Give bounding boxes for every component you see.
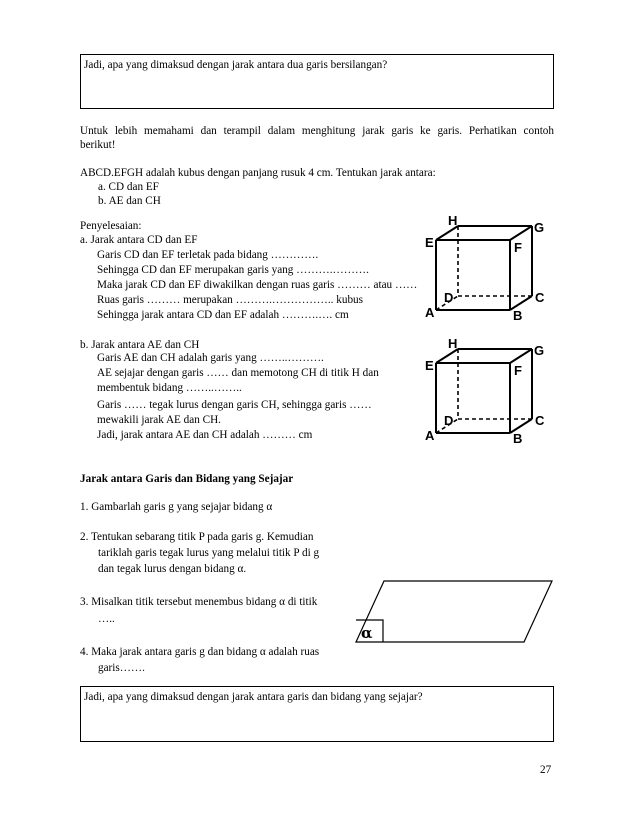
box-question: Jadi, apa yang dimaksud dengan jarak antara garis dan bidang yang sejajar? (84, 691, 423, 703)
vertex-label: C (535, 290, 545, 305)
intro-line-1: Untuk lebih memahami dan terampil dalam menghitung jarak garis ke garis. Perhatikan contoh (80, 125, 554, 137)
step-2-line: dan tegak lurus dengan bidang α. (98, 563, 247, 575)
solution-b-line: AE sejajar dengan garis …… dan memotong CH di titik H dan (97, 367, 379, 379)
solution-b-line: Garis AE dan CH adalah garis yang ……..………. (97, 352, 324, 364)
vertex-label: D (444, 413, 454, 428)
solution-b-line: Jadi, jarak antara AE dan CH adalah ……… cm (97, 429, 313, 441)
vertex-label: E (425, 358, 434, 373)
answer-box-line-plane (80, 686, 554, 742)
vertex-label: H (448, 214, 458, 228)
cube-diagram-2 (424, 337, 554, 445)
vertex-label: B (513, 431, 523, 445)
plane-alpha-diagram (350, 578, 556, 646)
vertex-label: E (425, 235, 434, 250)
solution-b-line: Garis …… tegak lurus dengan garis CH, sehingga garis …… (97, 399, 372, 411)
vertex-label: F (514, 363, 522, 378)
solution-a-title: a. Jarak antara CD dan EF (80, 234, 198, 246)
vertex-label: G (534, 343, 545, 358)
solution-b-title: b. Jarak antara AE dan CH (80, 339, 200, 351)
page-number: 27 (540, 764, 552, 776)
vertex-label: H (448, 337, 458, 351)
solution-a-line: Garis CD dan EF terletak pada bidang …………. (97, 249, 319, 261)
solution-b-line: mewakili jarak AE dan CH. (97, 414, 221, 426)
cube-diagram-1 (424, 214, 554, 322)
solution-b-line: membentuk bidang ……..…….. (97, 382, 242, 394)
vertex-label: C (535, 413, 545, 428)
step-2-line: tariklah garis tegak lurus yang melalui titik P di g (98, 547, 320, 559)
intro-line-2: berikut! (80, 139, 116, 151)
box-question: Jadi, apa yang dimaksud dengan jarak antara dua garis bersilangan? (84, 59, 388, 71)
step-4-line: garis……. (98, 662, 145, 674)
solution-heading: Penyelesaian: (80, 220, 142, 232)
answer-box-skew-lines (80, 54, 554, 109)
solution-a-line: Maka jarak CD dan EF diwakilkan dengan ruas garis ……… atau …… (97, 279, 418, 291)
section-title: Jarak antara Garis dan Bidang yang Sejajar (80, 473, 294, 485)
vertex-label: D (444, 290, 454, 305)
vertex-label: B (513, 308, 523, 322)
step-2-line: 2. Tentukan sebarang titik P pada garis g. Kemudian (80, 531, 314, 543)
vertex-label: A (425, 428, 435, 443)
solution-a-line: Ruas garis ……… merupakan ……….…………….. kubus (97, 294, 363, 306)
vertex-label: G (534, 220, 545, 235)
problem-statement: ABCD.EFGH adalah kubus dengan panjang rusuk 4 cm. Tentukan jarak antara: (80, 167, 436, 179)
vertex-label: A (425, 305, 435, 320)
problem-item-a: a. CD dan EF (98, 181, 159, 193)
step-4-line: 4. Maka jarak antara garis g dan bidang α adalah ruas (80, 646, 320, 658)
vertex-label: F (514, 240, 522, 255)
step-3-line: 3. Misalkan titik tersebut menembus bidang α di titik (80, 596, 318, 608)
step-1: 1. Gambarlah garis g yang sejajar bidang α (80, 501, 273, 513)
problem-item-b: b. AE dan CH (98, 195, 161, 207)
solution-a-line: Sehingga CD dan EF merupakan garis yang ……….………. (97, 264, 369, 276)
step-3-line: ….. (98, 613, 115, 625)
solution-a-line: Sehingga jarak antara CD dan EF adalah ……….…. cm (97, 309, 349, 321)
plane-label: α (361, 624, 373, 642)
